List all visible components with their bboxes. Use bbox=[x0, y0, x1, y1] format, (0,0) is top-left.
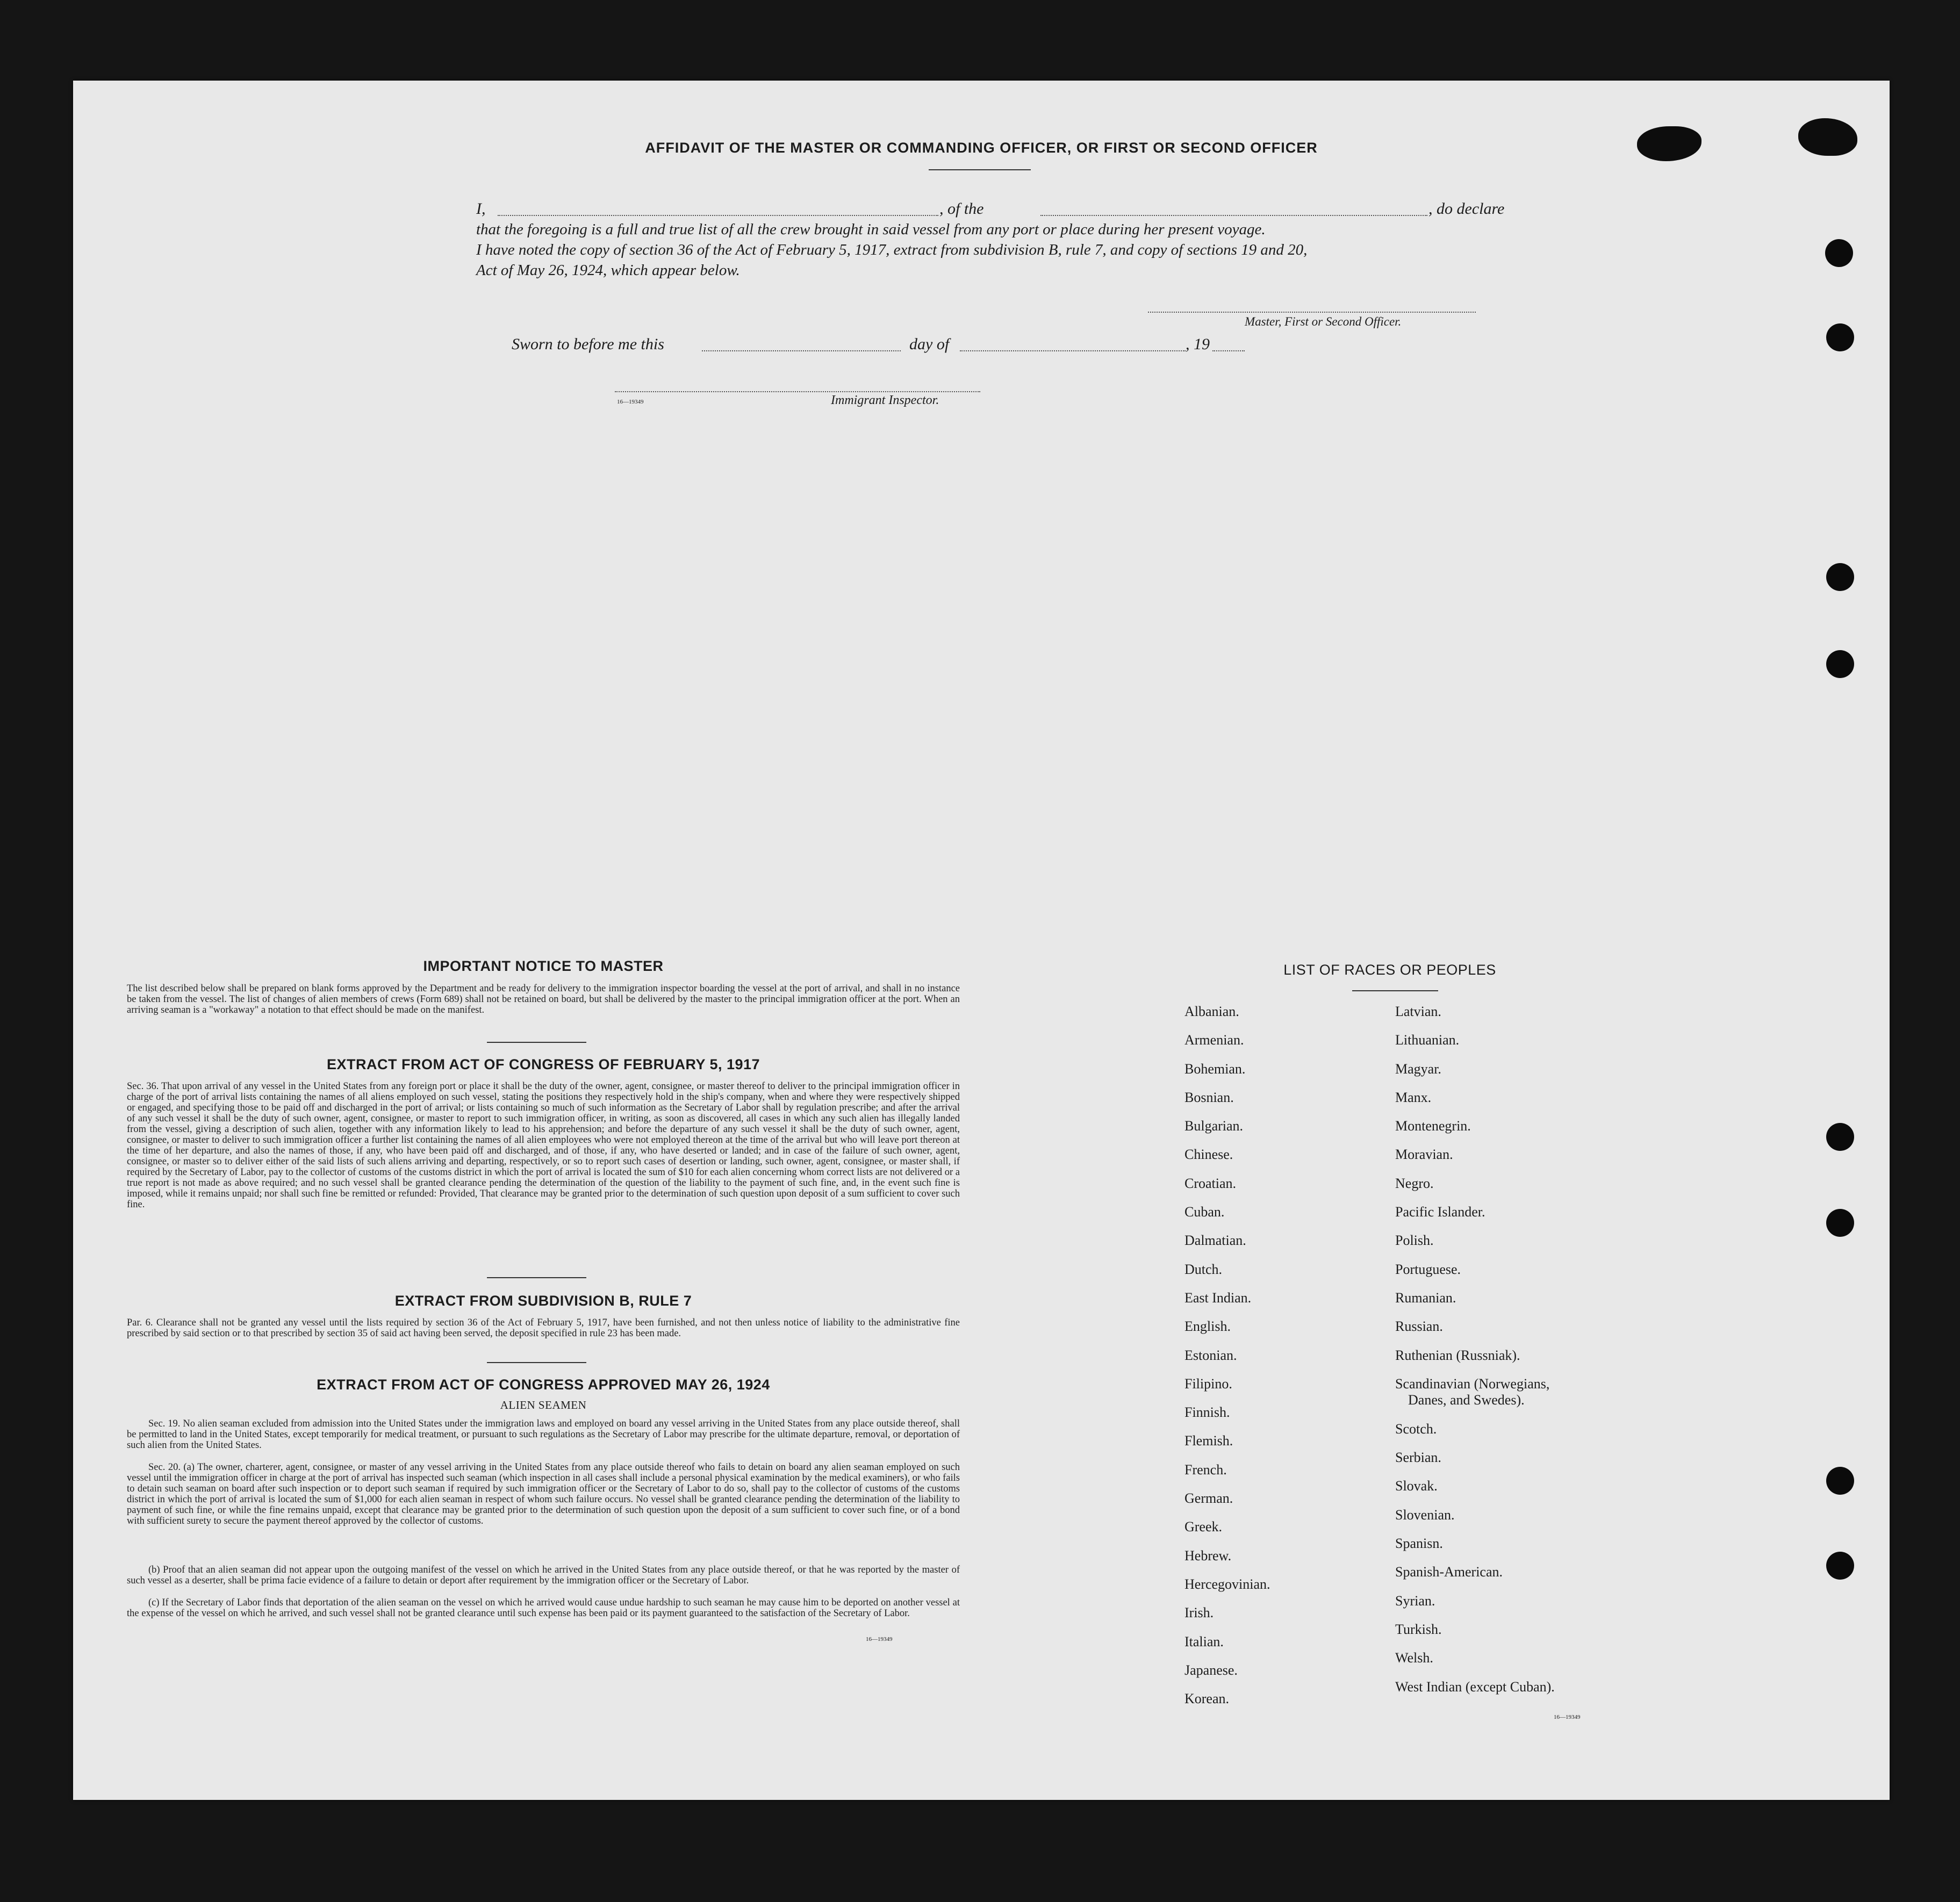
vessel-field[interactable] bbox=[1040, 215, 1427, 216]
punch-hole bbox=[1826, 1123, 1854, 1151]
of-the-label: , of the bbox=[939, 200, 984, 218]
race-item: Chinese. bbox=[1184, 1147, 1233, 1163]
races-right-column bbox=[1395, 997, 1555, 1701]
sworn-year-field[interactable] bbox=[1212, 350, 1245, 351]
extract-1917-title: EXTRACT FROM ACT OF CONGRESS OF FEBRUARY 5, 1917 bbox=[326, 1056, 760, 1072]
race-item: Syrian. bbox=[1395, 1593, 1435, 1609]
race-item: Dalmatian. bbox=[1184, 1233, 1246, 1249]
form-number: 16—19349 bbox=[617, 399, 644, 405]
race-item: Polish. bbox=[1395, 1233, 1434, 1249]
race-item: Portuguese. bbox=[1395, 1261, 1461, 1277]
race-item: Latvian. bbox=[1395, 1004, 1441, 1019]
document-page bbox=[73, 81, 1890, 1800]
title-rule bbox=[929, 169, 1031, 170]
extract-rule7-text: Par. 6. Clearance shall not be granted any vessel until the lists required by section 36 of the Act of February 5, 1917, have been furnished, and not then unless notice of liability to the administrative fine prescribed by said section or to that prescribed by section 35 of said act having been served, the deposit specified in rule 23 has been made. bbox=[127, 1317, 960, 1339]
race-item: Russian. bbox=[1395, 1319, 1443, 1335]
races-title-rule bbox=[1352, 990, 1438, 991]
race-item: Magyar. bbox=[1395, 1061, 1441, 1077]
inspector-caption: Immigrant Inspector. bbox=[831, 393, 939, 407]
extract-1917-text: Sec. 36. That upon arrival of any vessel in the United States from any foreign port or place it shall be the duty of the owner, agent, consignee, or master thereof to deliver to the principal immigration officer in charge of the port of arrival lists containing the names of all aliens employed on such vessel, stating the positions they respectively hold in the ship's company, when and where they were respectively shipped or engaged, and specifying those to be paid off and discharged in the port of arrival; or lists containing so much of such information as the Secretary of Labor shall by regulation prescribe; and after the arrival of any such vessel it shall be the duty of such owner, agent, consignee, or master to report to such immigration officer, in writing, as soon as discovered, all cases in which any such alien has illegally landed from the vessel, giving a description of such alien, together with any information likely to lead to his apprehension; and before the departure of any such vessel it shall be the duty of such owner, agent, consignee, or master to deliver to such immigration officer a further list containing the names of all alien employees who were not employed thereon at the time of the arrival but who will leave port thereon at the time of her departure, and also the names of those, if any, who have been paid off and discharged, and of those, if any, who have deserted or landed; and in case of the failure of such owner, agent, consignee, or master so to deliver either of the said lists of such aliens arriving and departing, respectively, or so to report such cases of desertion or landing, such owner, agent, consignee, or master shall, if required by the Secretary of Labor, pay to the collector of customs of the customs district in which the port of arrival is located the sum of $10 for each alien concerning whom correct lists are not delivered or a true report is not made as above required; and no such vessel shall be granted clearance pending the determination of the question of the liability to the payment of such fine, and, in the event such fine is imposed, while it remains unpaid; nor shall such fine be remitted or refunded: Provided, That clearance may be granted prior to the determination of such question upon deposit of a sum sufficient to cover such fine. bbox=[127, 1081, 960, 1210]
race-item: Montenegrin. bbox=[1395, 1118, 1471, 1134]
race-item: Spanish-American. bbox=[1395, 1564, 1503, 1580]
race-item: Bulgarian. bbox=[1184, 1118, 1244, 1134]
race-item: Negro. bbox=[1395, 1175, 1434, 1191]
race-item: Greek. bbox=[1184, 1519, 1223, 1535]
race-item: West Indian (except Cuban). bbox=[1395, 1678, 1555, 1695]
races-left-column bbox=[1184, 997, 1270, 1713]
race-item: Moravian. bbox=[1395, 1147, 1453, 1163]
race-item: French. bbox=[1184, 1461, 1227, 1478]
punch-hole bbox=[1826, 650, 1854, 678]
sec19-text: Sec. 19. No alien seaman excluded from admission into the United States under the immigration laws and employed on board any vessel arriving in the United States from any place outside thereof, shall be permitted to land in the United States, except temporarily for medical treatment, or pursuant to such regulations as the Secretary of Labor may prescribe for the ultimate departure, removal, or deportation of such alien from the United States. bbox=[127, 1418, 960, 1451]
i-label: I, bbox=[476, 200, 486, 218]
race-item: English. bbox=[1184, 1319, 1231, 1335]
affidavit-body-1: that the foregoing is a full and true list of all the crew brought in said vessel from any port or place during her present voyage. bbox=[476, 221, 1266, 238]
race-item: Japanese. bbox=[1184, 1662, 1238, 1678]
affidavit-line-1 bbox=[476, 199, 1567, 220]
race-item: German. bbox=[1184, 1490, 1233, 1507]
extract-1924-title: EXTRACT FROM ACT OF CONGRESS APPROVED MAY 26, 1924 bbox=[317, 1377, 770, 1393]
sworn-label: Sworn to before me this bbox=[512, 335, 664, 353]
day-of-label: day of bbox=[909, 335, 950, 353]
race-item: Lithuanian. bbox=[1395, 1032, 1460, 1048]
signature-line[interactable] bbox=[1148, 312, 1476, 313]
race-item: Irish. bbox=[1184, 1605, 1214, 1621]
race-item: Italian. bbox=[1184, 1633, 1224, 1649]
name-field[interactable] bbox=[498, 215, 938, 216]
race-item: Bosnian. bbox=[1184, 1089, 1234, 1105]
do-declare-label: , do declare bbox=[1428, 200, 1505, 218]
sworn-month-field[interactable] bbox=[960, 350, 1186, 351]
race-item: Slovak. bbox=[1395, 1478, 1438, 1494]
race-item: Spanisn. bbox=[1395, 1536, 1443, 1552]
punch-hole bbox=[1825, 239, 1853, 267]
race-item: Scotch. bbox=[1395, 1421, 1437, 1437]
race-item: Pacific Islander. bbox=[1395, 1204, 1485, 1220]
affidavit-body-2: I have noted the copy of section 36 of the Act of February 5, 1917, extract from subdivision B, rule 7, and copy of sections 19 and 20, bbox=[476, 241, 1308, 258]
race-item: East Indian. bbox=[1184, 1289, 1252, 1306]
race-item: Danes, and Swedes). bbox=[1408, 1392, 1525, 1408]
notice-title: IMPORTANT NOTICE TO MASTER bbox=[423, 958, 664, 974]
race-item: Manx. bbox=[1395, 1089, 1432, 1105]
section-rule bbox=[487, 1362, 586, 1363]
race-item: Hebrew. bbox=[1184, 1547, 1232, 1564]
races-title: LIST OF RACES OR PEOPLES bbox=[1283, 962, 1496, 978]
race-item: Finnish. bbox=[1184, 1404, 1230, 1421]
race-item: Serbian. bbox=[1395, 1450, 1441, 1466]
race-item: Cuban. bbox=[1184, 1204, 1225, 1220]
race-item: Scandinavian (Norwegians, bbox=[1395, 1375, 1550, 1392]
race-item: Croatian. bbox=[1184, 1175, 1237, 1191]
race-item: Turkish. bbox=[1395, 1621, 1442, 1637]
punch-hole bbox=[1826, 1552, 1854, 1580]
race-item: Hercegovinian. bbox=[1184, 1576, 1270, 1592]
sworn-day-field[interactable] bbox=[702, 350, 901, 351]
extract-1924-subtitle: ALIEN SEAMEN bbox=[500, 1399, 587, 1411]
section-rule bbox=[487, 1277, 586, 1278]
race-item: Bohemian. bbox=[1184, 1061, 1246, 1077]
punch-hole bbox=[1826, 563, 1854, 591]
punch-hole bbox=[1826, 1209, 1854, 1237]
sec20b-text: (b) Proof that an alien seaman did not appear upon the outgoing manifest of the vessel on which he arrived in the United States from any place outside thereof, or that he was reported by the master of such vessel as a deserter, shall be prima facie evidence of a failure to detain or deport after requirement by the immigration officer or the Secretary of Labor. bbox=[127, 1565, 960, 1586]
race-item: Dutch. bbox=[1184, 1261, 1223, 1277]
punch-hole bbox=[1826, 1467, 1854, 1495]
race-item: Welsh. bbox=[1395, 1650, 1433, 1666]
year-label: , 19 bbox=[1186, 335, 1210, 353]
race-item: Korean. bbox=[1184, 1691, 1230, 1707]
affidavit-body-3: Act of May 26, 1924, which appear below. bbox=[476, 262, 740, 279]
race-item: Rumanian. bbox=[1395, 1289, 1456, 1306]
sec20a-text: Sec. 20. (a) The owner, charterer, agent, consignee, or master of any vessel arriving in the United States from any place outside thereof who fails to detain on board any alien seaman employed on such vessel until the immigration officer in charge at the port of arrival has inspected such seaman (which inspection in all cases shall include a personal physical examination by the medical examiners), or who fails to detain such seaman on board after such inspection or to deport such seaman if required by such immigration officer or the Secretary of Labor to do so, shall pay to the collector of customs of the customs district in which the port of arrival is located the sum of $1,000 for each alien seaman in respect of whom such failure occurs. No vessel shall be granted clearance pending the determination of the liability to payment of such fine, or while the fine remains unpaid, except that clearance may be granted prior to the determination of such question upon the deposit of a sum sufficient to cover such fine, or of a bond with sufficient surety to secure the payment thereof approved by the collector of customs. bbox=[127, 1462, 960, 1526]
race-item: Filipino. bbox=[1184, 1375, 1232, 1392]
race-item: Ruthenian (Russniak). bbox=[1395, 1347, 1520, 1363]
race-item: Estonian. bbox=[1184, 1347, 1237, 1363]
inspector-signature-line[interactable] bbox=[615, 391, 980, 392]
punch-hole bbox=[1826, 323, 1854, 351]
form-number: 16—19349 bbox=[1554, 1714, 1581, 1720]
form-number: 16—19349 bbox=[866, 1636, 893, 1642]
affidavit-title: AFFIDAVIT OF THE MASTER OR COMMANDING OFFICER, OR FIRST OR SECOND OFFICER bbox=[645, 140, 1318, 156]
sec20c-text: (c) If the Secretary of Labor finds that deportation of the alien seaman on the vessel on which he arrived would cause undue hardship to such seaman he may cause him to be deported on another vessel at the expense of the vessel on which he arrived, and such vessel shall not be granted clearance until such expense has been paid or its payment guaranteed to the satisfaction of the Secretary of Labor. bbox=[127, 1597, 960, 1619]
race-item: Albanian. bbox=[1184, 1004, 1239, 1019]
extract-rule7-title: EXTRACT FROM SUBDIVISION B, RULE 7 bbox=[394, 1293, 692, 1309]
notice-text: The list described below shall be prepared on blank forms approved by the Department and be ready for delivery to the immigration inspector boarding the vessel at the port of arrival, and shall in no instance be taken from the vessel. The list of changes of alien members of crews (Form 689) shall not be retained on board, but shall be delivered by the master to the principal immigration officer at the port. When an arriving seaman is a "workaway" a notation to that effect should be made on the manifest. bbox=[127, 983, 960, 1015]
race-item: Flemish. bbox=[1184, 1433, 1233, 1449]
section-rule bbox=[487, 1042, 586, 1043]
signature-caption: Master, First or Second Officer. bbox=[1245, 315, 1402, 328]
race-item: Slovenian. bbox=[1395, 1507, 1455, 1523]
race-item: Armenian. bbox=[1184, 1032, 1244, 1048]
